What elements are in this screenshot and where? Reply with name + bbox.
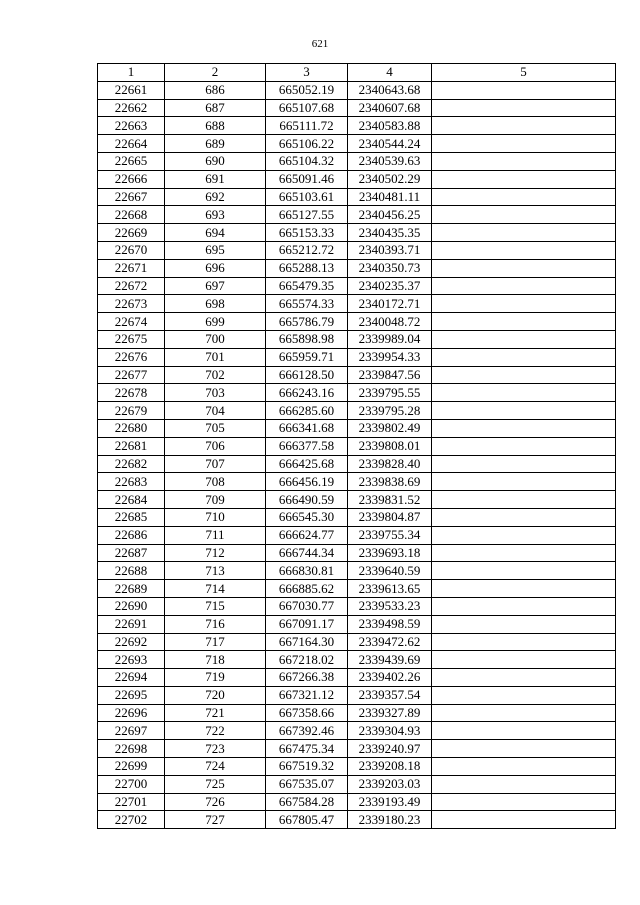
table-cell-col-1: 22692 (98, 633, 165, 651)
table-cell-col-4: 2340502.29 (348, 170, 432, 188)
table-row (98, 758, 616, 776)
table-row (98, 686, 616, 704)
table-cell-col-2: 718 (165, 651, 266, 669)
table-cell-col-5 (432, 686, 616, 704)
table-header (98, 64, 616, 82)
table-cell-col-1: 22673 (98, 295, 165, 313)
table-cell-col-2: 691 (165, 170, 266, 188)
table-cell-col-5 (432, 277, 616, 295)
table-row (98, 170, 616, 188)
table-cell-col-1: 22700 (98, 775, 165, 793)
table-cell-col-3: 667584.28 (266, 793, 348, 811)
table-row (98, 348, 616, 366)
table-row (98, 99, 616, 117)
table-cell-col-4: 2339304.93 (348, 722, 432, 740)
table-cell-col-5 (432, 419, 616, 437)
table-cell-col-3: 667805.47 (266, 811, 348, 829)
table-cell-col-4: 2340481.11 (348, 188, 432, 206)
table-cell-col-1: 22693 (98, 651, 165, 669)
table-cell-col-3: 666744.34 (266, 544, 348, 562)
table-cell-col-5 (432, 135, 616, 153)
table-cell-col-1: 22661 (98, 81, 165, 99)
table-cell-col-4: 2339828.40 (348, 455, 432, 473)
table-cell-col-2: 688 (165, 117, 266, 135)
table-cell-col-2: 726 (165, 793, 266, 811)
table-cell-col-1: 22671 (98, 259, 165, 277)
table-cell-col-3: 667321.12 (266, 686, 348, 704)
table-cell-col-2: 697 (165, 277, 266, 295)
table-cell-col-3: 665111.72 (266, 117, 348, 135)
table-cell-col-2: 713 (165, 562, 266, 580)
table-cell-col-5 (432, 704, 616, 722)
table-cell-col-5 (432, 348, 616, 366)
table-cell-col-3: 666341.68 (266, 419, 348, 437)
table-cell-col-5 (432, 259, 616, 277)
table-cell-col-3: 665091.46 (266, 170, 348, 188)
table-cell-col-1: 22662 (98, 99, 165, 117)
table-cell-col-4: 2339804.87 (348, 508, 432, 526)
table-cell-col-2: 698 (165, 295, 266, 313)
table-cell-col-1: 22669 (98, 224, 165, 242)
table-cell-col-3: 666243.16 (266, 384, 348, 402)
table-cell-col-5 (432, 633, 616, 651)
table-cell-col-3: 665574.33 (266, 295, 348, 313)
table-cell-col-3: 666285.60 (266, 402, 348, 420)
table-cell-col-5 (432, 775, 616, 793)
table-row (98, 330, 616, 348)
table-cell-col-4: 2340544.24 (348, 135, 432, 153)
table-row (98, 419, 616, 437)
table-cell-col-1: 22677 (98, 366, 165, 384)
table-row (98, 580, 616, 598)
table-cell-col-5 (432, 793, 616, 811)
table-cell-col-3: 666456.19 (266, 473, 348, 491)
table-cell-col-3: 667164.30 (266, 633, 348, 651)
table-cell-col-5 (432, 330, 616, 348)
table-cell-col-2: 695 (165, 241, 266, 259)
table-row (98, 793, 616, 811)
table-cell-col-1: 22698 (98, 740, 165, 758)
table-cell-col-5 (432, 811, 616, 829)
table-cell-col-4: 2340643.68 (348, 81, 432, 99)
table-cell-col-2: 727 (165, 811, 266, 829)
table-cell-col-3: 665898.98 (266, 330, 348, 348)
table-cell-col-1: 22690 (98, 597, 165, 615)
table-row (98, 206, 616, 224)
table-cell-col-5 (432, 491, 616, 509)
table-cell-col-5 (432, 117, 616, 135)
table-cell-col-5 (432, 597, 616, 615)
table-row (98, 224, 616, 242)
table-cell-col-5 (432, 508, 616, 526)
table-row (98, 117, 616, 135)
table-cell-col-4: 2339795.55 (348, 384, 432, 402)
table-cell-col-1: 22685 (98, 508, 165, 526)
table-cell-col-5 (432, 651, 616, 669)
table-cell-col-5 (432, 526, 616, 544)
table-cell-col-1: 22674 (98, 313, 165, 331)
table-cell-col-4: 2339640.59 (348, 562, 432, 580)
table-row (98, 295, 616, 313)
table-cell-col-2: 710 (165, 508, 266, 526)
table-cell-col-4: 2340350.73 (348, 259, 432, 277)
table-cell-col-1: 22664 (98, 135, 165, 153)
table-row (98, 152, 616, 170)
table-cell-col-4: 2340048.72 (348, 313, 432, 331)
table-row (98, 562, 616, 580)
table-row (98, 526, 616, 544)
table-cell-col-2: 723 (165, 740, 266, 758)
table-row (98, 704, 616, 722)
table-cell-col-2: 703 (165, 384, 266, 402)
table-cell-col-4: 2339180.23 (348, 811, 432, 829)
table-cell-col-2: 722 (165, 722, 266, 740)
table-cell-col-2: 708 (165, 473, 266, 491)
table-cell-col-2: 717 (165, 633, 266, 651)
table-cell-col-4: 2340435.35 (348, 224, 432, 242)
table-cell-col-3: 665104.32 (266, 152, 348, 170)
table-cell-col-5 (432, 402, 616, 420)
table-cell-col-2: 719 (165, 669, 266, 687)
table-cell-col-3: 666425.68 (266, 455, 348, 473)
table-cell-col-4: 2339802.49 (348, 419, 432, 437)
table-cell-col-2: 692 (165, 188, 266, 206)
table-cell-col-3: 666545.30 (266, 508, 348, 526)
table-cell-col-2: 696 (165, 259, 266, 277)
table-cell-col-3: 666128.50 (266, 366, 348, 384)
table-row (98, 544, 616, 562)
table-cell-col-3: 667030.77 (266, 597, 348, 615)
table-cell-col-2: 693 (165, 206, 266, 224)
table-cell-col-1: 22688 (98, 562, 165, 580)
table-cell-col-4: 2339402.26 (348, 669, 432, 687)
table-cell-col-1: 22694 (98, 669, 165, 687)
table-cell-col-1: 22672 (98, 277, 165, 295)
table-cell-col-1: 22686 (98, 526, 165, 544)
table-cell-col-3: 667535.07 (266, 775, 348, 793)
table-cell-col-2: 724 (165, 758, 266, 776)
table-cell-col-2: 716 (165, 615, 266, 633)
table-cell-col-5 (432, 241, 616, 259)
table-row (98, 402, 616, 420)
table-cell-col-4: 2339533.23 (348, 597, 432, 615)
table-cell-col-5 (432, 669, 616, 687)
table-cell-col-4: 2339327.89 (348, 704, 432, 722)
table-cell-col-1: 22701 (98, 793, 165, 811)
table-cell-col-4: 2339472.62 (348, 633, 432, 651)
table-row (98, 277, 616, 295)
page-number: 621 (311, 38, 329, 50)
table-cell-col-4: 2339838.69 (348, 473, 432, 491)
header-row (98, 64, 616, 82)
table-cell-col-2: 706 (165, 437, 266, 455)
table-cell-col-1: 22676 (98, 348, 165, 366)
table-cell-col-5 (432, 313, 616, 331)
table-cell-col-3: 666624.77 (266, 526, 348, 544)
table-cell-col-1: 22683 (98, 473, 165, 491)
table-cell-col-4: 2340607.68 (348, 99, 432, 117)
table-cell-col-1: 22691 (98, 615, 165, 633)
table-row (98, 241, 616, 259)
table-row (98, 473, 616, 491)
table-cell-col-4: 2339989.04 (348, 330, 432, 348)
table-cell-col-1: 22684 (98, 491, 165, 509)
table-cell-col-1: 22689 (98, 580, 165, 598)
table-row (98, 722, 616, 740)
table-cell-col-1: 22695 (98, 686, 165, 704)
table-cell-col-5 (432, 384, 616, 402)
table-cell-col-2: 725 (165, 775, 266, 793)
table-cell-col-2: 707 (165, 455, 266, 473)
table-cell-col-1: 22667 (98, 188, 165, 206)
table-cell-col-2: 714 (165, 580, 266, 598)
table-cell-col-5 (432, 295, 616, 313)
table-cell-col-3: 665959.71 (266, 348, 348, 366)
coordinates-table (97, 63, 616, 829)
table-cell-col-1: 22663 (98, 117, 165, 135)
table-cell-col-5 (432, 562, 616, 580)
table-row (98, 615, 616, 633)
table-cell-col-5 (432, 206, 616, 224)
table-row (98, 597, 616, 615)
table-cell-col-4: 2339203.03 (348, 775, 432, 793)
table-cell-col-4: 2339498.59 (348, 615, 432, 633)
table-cell-col-3: 666830.81 (266, 562, 348, 580)
column-header-5: 5 (432, 64, 616, 82)
table-cell-col-2: 686 (165, 81, 266, 99)
table-cell-col-4: 2339847.56 (348, 366, 432, 384)
table-cell-col-1: 22666 (98, 170, 165, 188)
column-header-3: 3 (266, 64, 348, 82)
table-cell-col-1: 22697 (98, 722, 165, 740)
table-cell-col-2: 705 (165, 419, 266, 437)
table-cell-col-1: 22678 (98, 384, 165, 402)
table-cell-col-1: 22687 (98, 544, 165, 562)
table-cell-col-2: 690 (165, 152, 266, 170)
table-cell-col-4: 2339439.69 (348, 651, 432, 669)
table-cell-col-4: 2339613.65 (348, 580, 432, 598)
table-cell-col-2: 694 (165, 224, 266, 242)
table-cell-col-2: 721 (165, 704, 266, 722)
table-cell-col-4: 2339795.28 (348, 402, 432, 420)
table-cell-col-2: 700 (165, 330, 266, 348)
table-cell-col-5 (432, 152, 616, 170)
table-row (98, 135, 616, 153)
column-header-2: 2 (165, 64, 266, 82)
table-cell-col-1: 22679 (98, 402, 165, 420)
table-cell-col-3: 665288.13 (266, 259, 348, 277)
column-header-1: 1 (98, 64, 165, 82)
table-row (98, 366, 616, 384)
table-cell-col-3: 667475.34 (266, 740, 348, 758)
table-cell-col-4: 2340172.71 (348, 295, 432, 313)
table-cell-col-5 (432, 437, 616, 455)
table-cell-col-2: 701 (165, 348, 266, 366)
table-cell-col-5 (432, 455, 616, 473)
table-cell-col-2: 712 (165, 544, 266, 562)
table-cell-col-1: 22668 (98, 206, 165, 224)
table-body (98, 81, 616, 828)
table-cell-col-4: 2340583.88 (348, 117, 432, 135)
table-cell-col-4: 2339808.01 (348, 437, 432, 455)
table-cell-col-3: 666377.58 (266, 437, 348, 455)
table-cell-col-4: 2340539.63 (348, 152, 432, 170)
table-cell-col-3: 665052.19 (266, 81, 348, 99)
table-row (98, 313, 616, 331)
table-cell-col-4: 2339831.52 (348, 491, 432, 509)
table-cell-col-1: 22682 (98, 455, 165, 473)
table-cell-col-4: 2339755.34 (348, 526, 432, 544)
table-cell-col-3: 665212.72 (266, 241, 348, 259)
table-cell-col-4: 2339193.49 (348, 793, 432, 811)
table-cell-col-1: 22702 (98, 811, 165, 829)
table-cell-col-3: 667392.46 (266, 722, 348, 740)
table-row (98, 437, 616, 455)
table-row (98, 455, 616, 473)
table-cell-col-5 (432, 740, 616, 758)
table-cell-col-3: 665127.55 (266, 206, 348, 224)
table-cell-col-3: 665106.22 (266, 135, 348, 153)
table-cell-col-5 (432, 544, 616, 562)
table-cell-col-4: 2339357.54 (348, 686, 432, 704)
table-cell-col-3: 665786.79 (266, 313, 348, 331)
table-cell-col-1: 22699 (98, 758, 165, 776)
table-row (98, 811, 616, 829)
table-row (98, 775, 616, 793)
table-cell-col-2: 711 (165, 526, 266, 544)
table-row (98, 633, 616, 651)
table-cell-col-5 (432, 366, 616, 384)
table-cell-col-3: 665107.68 (266, 99, 348, 117)
table-cell-col-5 (432, 580, 616, 598)
table-cell-col-1: 22696 (98, 704, 165, 722)
table-cell-col-4: 2340456.25 (348, 206, 432, 224)
table-cell-col-3: 665103.61 (266, 188, 348, 206)
table-cell-col-2: 720 (165, 686, 266, 704)
table-cell-col-5 (432, 224, 616, 242)
table-row (98, 81, 616, 99)
table-cell-col-5 (432, 99, 616, 117)
column-header-4: 4 (348, 64, 432, 82)
table-row (98, 651, 616, 669)
table-cell-col-5 (432, 81, 616, 99)
table-cell-col-4: 2339693.18 (348, 544, 432, 562)
table-cell-col-2: 699 (165, 313, 266, 331)
table-cell-col-4: 2339954.33 (348, 348, 432, 366)
table-cell-col-1: 22680 (98, 419, 165, 437)
table-cell-col-3: 665479.35 (266, 277, 348, 295)
table-cell-col-4: 2340393.71 (348, 241, 432, 259)
table-row (98, 384, 616, 402)
table-cell-col-3: 666490.59 (266, 491, 348, 509)
table-cell-col-1: 22665 (98, 152, 165, 170)
table-cell-col-2: 715 (165, 597, 266, 615)
table-cell-col-5 (432, 170, 616, 188)
table-cell-col-3: 666885.62 (266, 580, 348, 598)
table-cell-col-3: 665153.33 (266, 224, 348, 242)
table-cell-col-3: 667358.66 (266, 704, 348, 722)
table-cell-col-3: 667091.17 (266, 615, 348, 633)
table-row (98, 740, 616, 758)
table-row (98, 188, 616, 206)
table-cell-col-4: 2340235.37 (348, 277, 432, 295)
table-cell-col-1: 22681 (98, 437, 165, 455)
table-cell-col-2: 687 (165, 99, 266, 117)
table-cell-col-2: 689 (165, 135, 266, 153)
table-cell-col-5 (432, 188, 616, 206)
table-cell-col-1: 22670 (98, 241, 165, 259)
table-cell-col-5 (432, 473, 616, 491)
table-cell-col-1: 22675 (98, 330, 165, 348)
table-cell-col-3: 667519.32 (266, 758, 348, 776)
table-cell-col-2: 709 (165, 491, 266, 509)
table-cell-col-5 (432, 615, 616, 633)
table-cell-col-5 (432, 722, 616, 740)
table-row (98, 259, 616, 277)
table-row (98, 508, 616, 526)
table-row (98, 491, 616, 509)
table-cell-col-4: 2339240.97 (348, 740, 432, 758)
table-cell-col-5 (432, 758, 616, 776)
table-cell-col-2: 702 (165, 366, 266, 384)
table-row (98, 669, 616, 687)
table-cell-col-2: 704 (165, 402, 266, 420)
table-cell-col-3: 667266.38 (266, 669, 348, 687)
table-cell-col-3: 667218.02 (266, 651, 348, 669)
table-cell-col-4: 2339208.18 (348, 758, 432, 776)
